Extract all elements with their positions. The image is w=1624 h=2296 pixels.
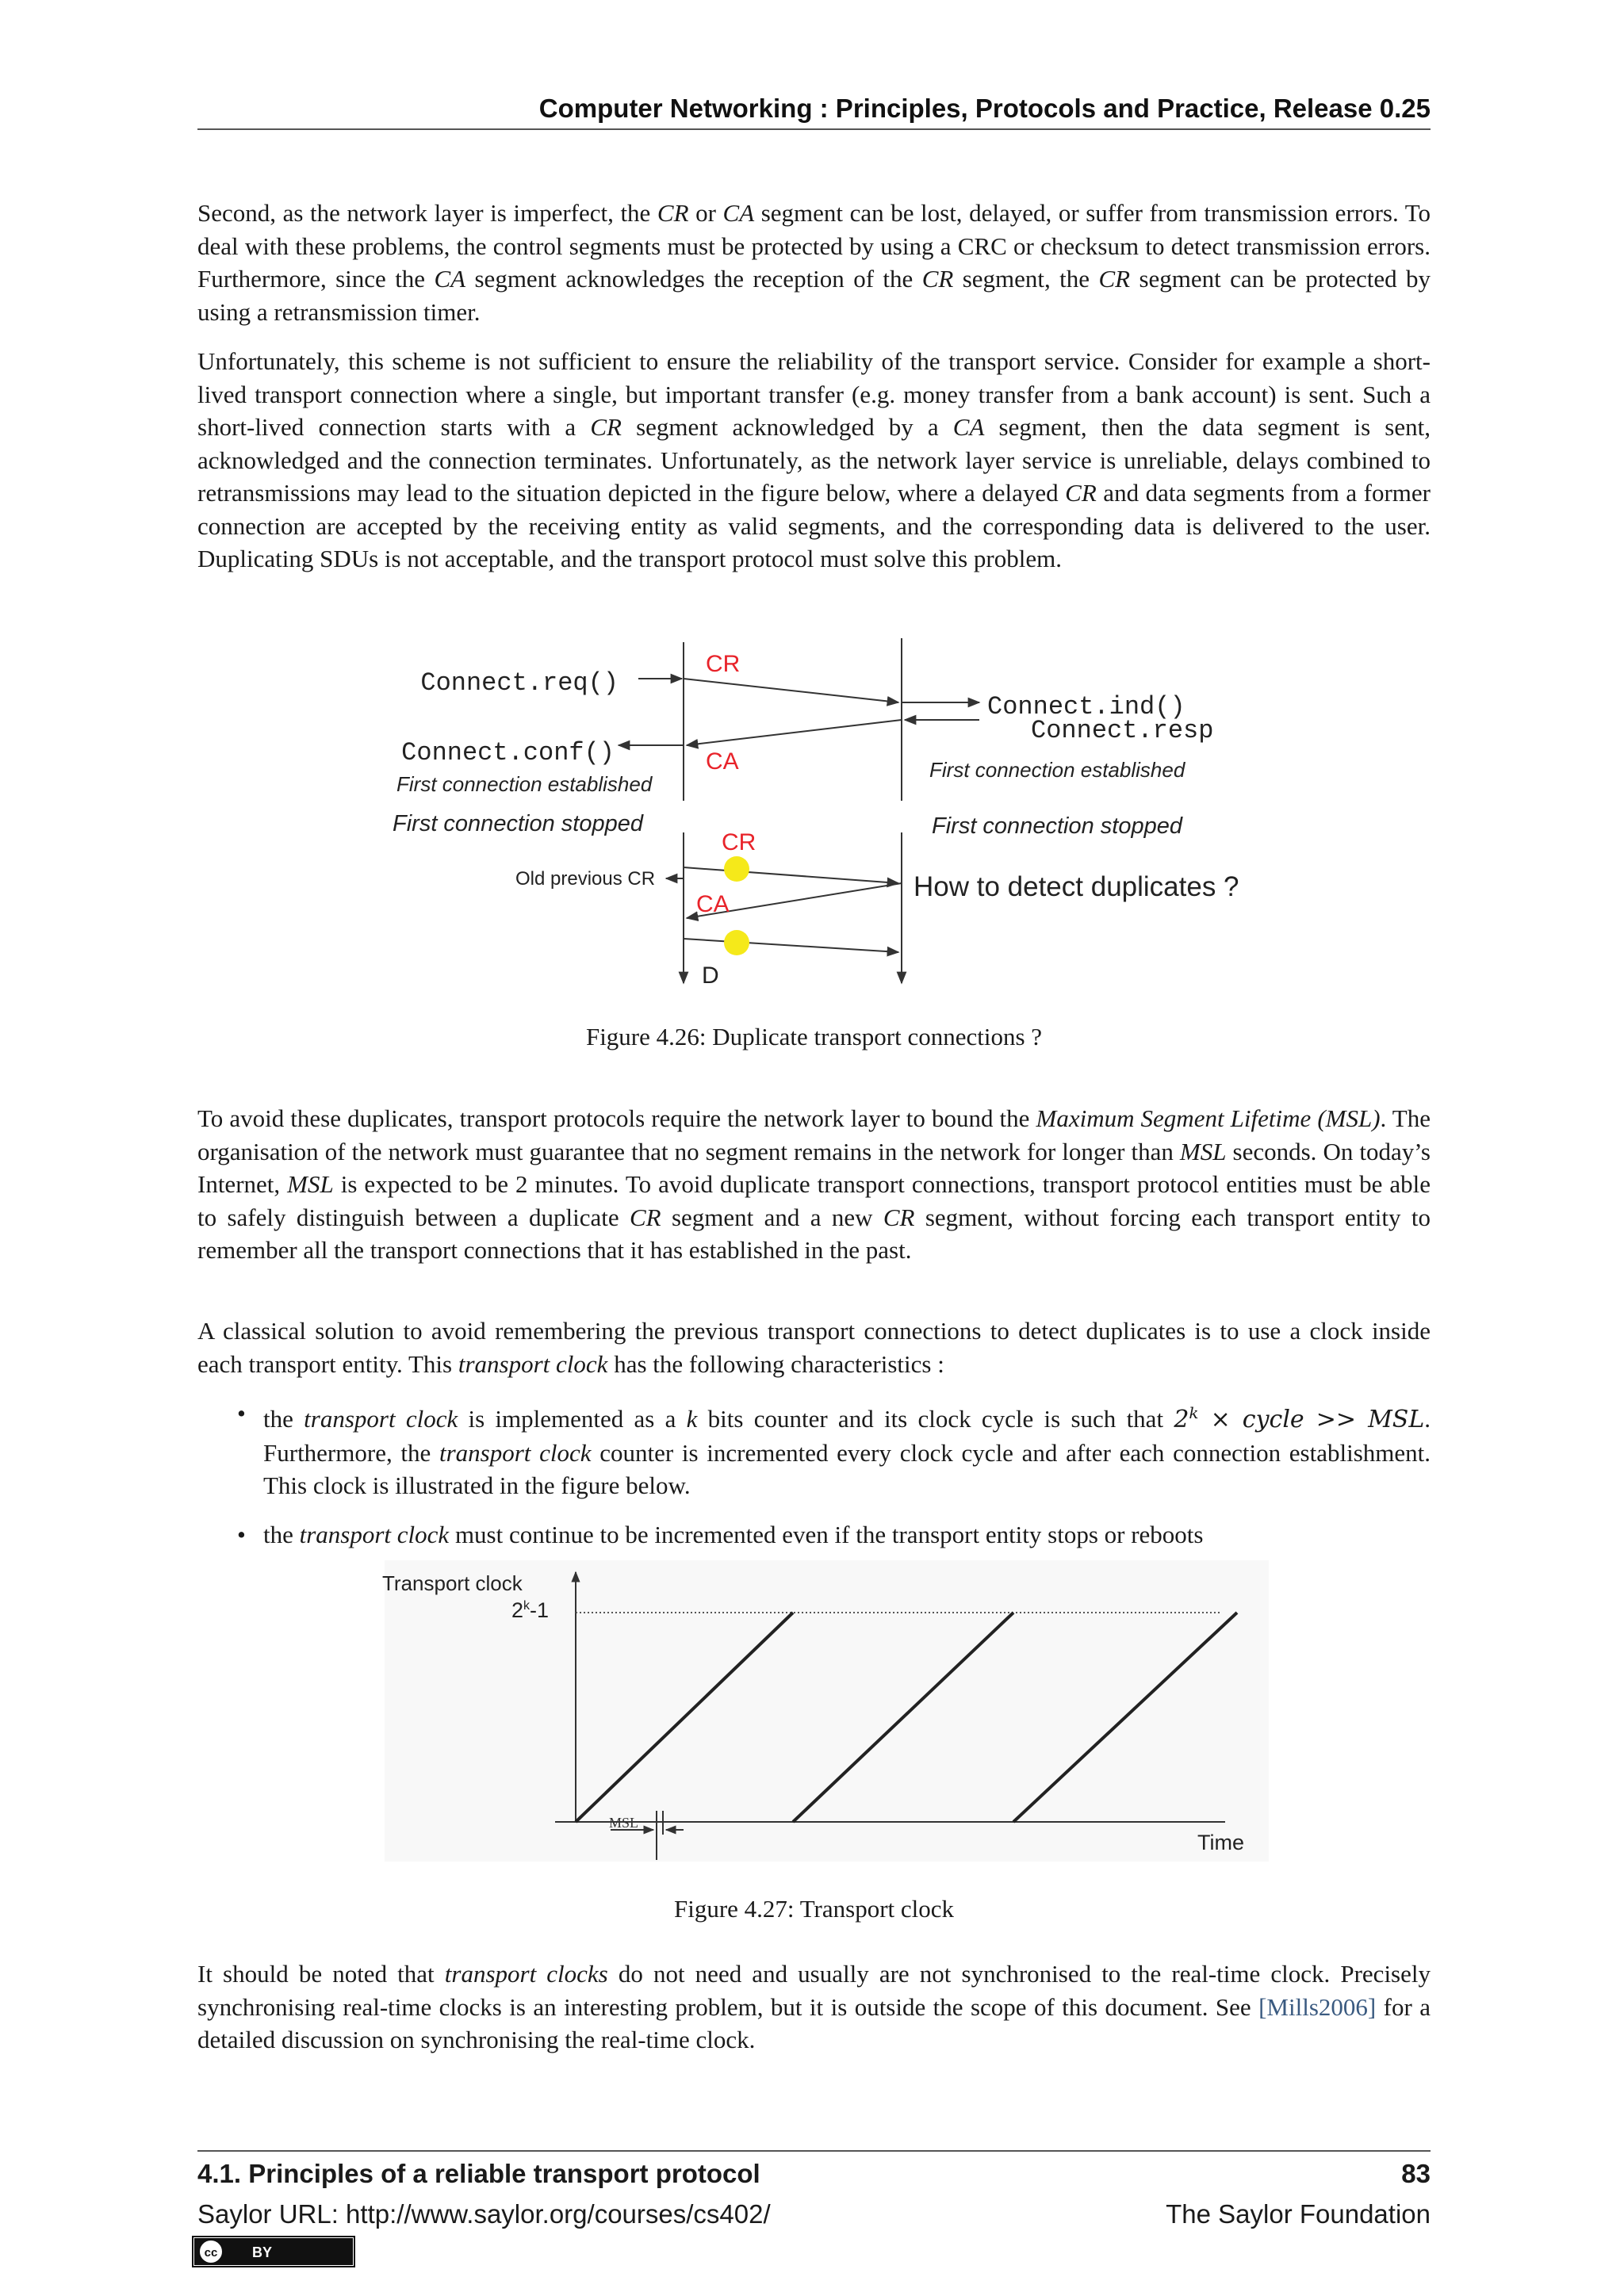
first-established-right: First connection established [929,758,1185,782]
cc-by-license-icon[interactable] [192,2236,355,2267]
duplicate-connections-diagram [373,634,1261,999]
paragraph-1: Second, as the network layer is imperfect, the CR or CA segment can be lost, delayed, or suffer from transmission errors. To deal with these problems, the control segments must be protected by using a CRC or checksum to detect transmission errors. Furthermore, since the CA segment acknowledges the reception of the CR segment, the CR segment can be protected by using a retransmission timer. [197,199,1431,326]
ca-label-2: CA [696,891,730,917]
connect-req-label: Connect.req() [420,668,619,698]
footer-rule [197,2150,1431,2152]
old-previous-cr-label: Old previous CR [515,868,656,890]
ca-label-1: CA [706,748,739,775]
first-established-left: First connection established [396,772,653,796]
saylor-url[interactable]: Saylor URL: http://www.saylor.org/courses/cs402/ [197,2199,771,2229]
y-axis-label: Transport clock [382,1571,523,1595]
running-header: Computer Networking : Principles, Protocols and Practice, Release 0.25 [538,94,1431,123]
cr-label-1: CR [706,651,741,677]
duplicate-marker-cr [724,856,749,882]
cr-label-2: CR [722,829,756,855]
connect-conf-label: Connect.conf() [401,738,615,767]
paragraph-2: Unfortunately, this scheme is not sufficient to ensure the reliability of the transport service. Consider for example a short-lived transport connection where a single, but important transfer (e.g. money transfer from a bank account) is sent. Such a short-lived connection starts with a CR segment acknowledged by a CA segment, then the data segment is sent, acknowledged and the connection terminates. Unfortunately, as the network layer service is unreliable, delays combined to retransmissions may lead to the situation depicted in the figure below, where a delayed CR and data segments from a former connection are accepted by the receiving entity as valid segments, and the corresponding data is delivered to the user. Duplicating SDUs is not acceptable, and the transport protocol must solve this problem. [197,347,1431,572]
list-item: • the transport clock is implemented as a k bits counter and its clock cycle is such that $2^k$ × cycle >> MSL. Furthermore, the transport clock counter is incremented every clock cycle and after each connection establishment. This clock is illustrated in the figure below. [237,1399,1431,1499]
connect-resp-label: Connect.resp [1031,716,1214,745]
ca-arrow-1 [687,720,902,745]
saylor-foundation: The Saylor Foundation [1166,2199,1431,2229]
duplicate-marker-data [724,930,749,955]
cr-arrow-1 [684,679,898,702]
how-to-detect-label: How to detect duplicates ? [914,871,1239,902]
section-title: 4.1. Principles of a reliable transport protocol [197,2159,760,2188]
svg-text:cc: cc [204,2246,218,2260]
old-cr-arrow [684,867,898,883]
paragraph-4: A classical solution to avoid remembering the previous transport connections to detect duplicates is to use a clock inside each transport entity. This transport clock has the following characteristics : [197,1317,1431,1378]
characteristics-list [197,1397,1431,1551]
mills2006-citation-link[interactable]: [Mills2006] [1258,1992,1377,2021]
page-number: 83 [1401,2159,1431,2188]
data-d-label: D [702,962,719,989]
connect-ind-label: Connect.ind() [987,692,1185,721]
data-arrow [684,939,898,952]
y-max-label: 2$^k$-1 [511,1598,550,1622]
paragraph-5: It should be noted that transport clocks do not need and usually are not synchronised to the real-time clock. Precisely synchronising real-time clocks is an interesting problem, but it is outside the scope of this document. See [Mills2006] for a detailed discussion on synchronising the real-time clock. [197,1960,1431,2053]
first-stopped-right: First connection stopped [932,813,1182,839]
x-axis-label: Time [1197,1831,1244,1854]
figure-4-26-caption: Figure 4.26: Duplicate transport connections ? [585,1023,1043,1050]
transport-clock-chart [373,1560,1269,1869]
first-stopped-left: First connection stopped [393,811,643,836]
header-rule [197,128,1431,130]
paragraph-3: To avoid these duplicates, transport protocols require the network layer to bound the Maximum Segment Lifetime (MSL). The organisation of the network must guarantee that no segment remains in the network for longer than MSL seconds. On today’s Internet, MSL is expected to be 2 minutes. To avoid duplicate transport connections, transport protocol entities must be able to safely distinguish between a duplicate CR segment and a new CR segment, without forcing each transport entity to remember all the transport connections that it has established in the past. [197,1104,1431,1264]
svg-text:BY: BY [252,2244,273,2260]
msl-label: MSL [609,1815,639,1831]
figure-4-27-caption: Figure 4.27: Transport clock [673,1895,955,1923]
list-item: • the transport clock must continue to be incremented even if the transport entity stops or reboots [237,1520,1204,1548]
